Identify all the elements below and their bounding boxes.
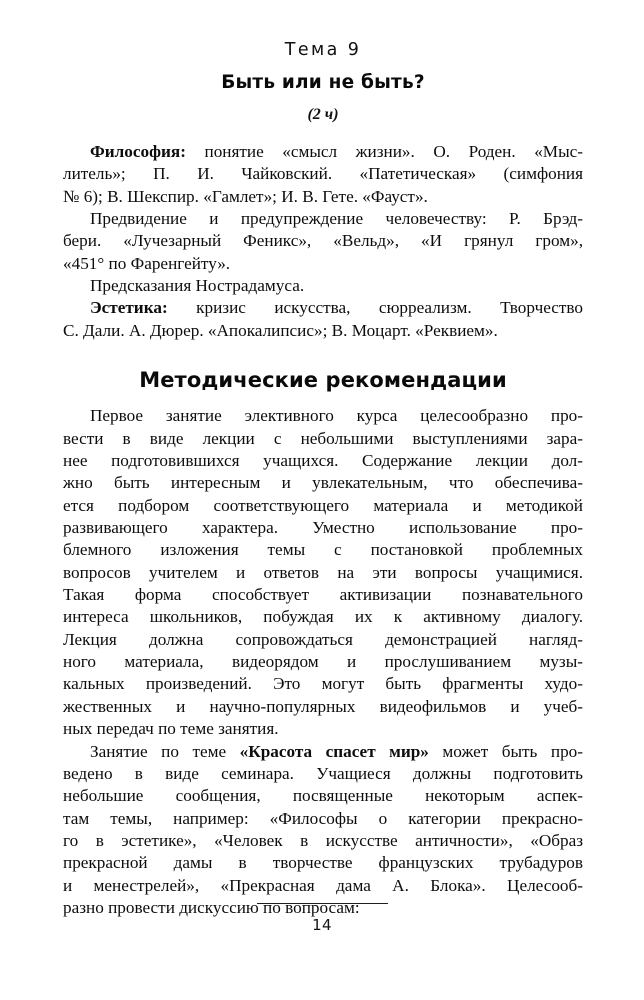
body-line: вопросов учителем и ответов на эти вопросы учащимися.: [63, 562, 583, 582]
body-line: ется подбором соответствующего материала и методикой: [63, 495, 583, 515]
outline-line-text: понятие «смысл жизни». О. Роден. «Мыс-: [185, 142, 583, 161]
topic-outline: [63, 125, 583, 342]
body-line: Первое занятие элективного курса целесообразно про-: [90, 406, 583, 426]
body-line: го в эстетике», «Человек в искусстве античности», «Образ: [63, 830, 583, 850]
body-line-pre: Занятие по теме: [90, 741, 240, 761]
highlighted-phrase: «Красота спасет мир»: [239, 741, 429, 761]
body-line: там темы, например: «Философы о категории прекрасно-: [63, 808, 583, 828]
outline-line: [63, 297, 583, 319]
body-line: ного материала, видеорядом и прослушиванием музы-: [63, 652, 583, 672]
section-heading: Методические рекомендации: [139, 368, 507, 393]
philosophy-label: Философия:: [90, 142, 186, 161]
body-line: кальных произведений. Это могут быть фрагменты худо-: [63, 674, 583, 694]
outline-aesthetics: [63, 297, 583, 342]
body-line: вести в виде лекции с небольшими выступлениями зара-: [63, 428, 583, 448]
footer-divider: [257, 903, 388, 904]
body-line: жественных и научно-популярных видеофильмов и учеб-: [63, 696, 583, 716]
topic-hours: (2 ч): [307, 106, 339, 123]
body-line: блемного изложения темы с постановкой проблемных: [63, 540, 583, 560]
aesthetics-label: Эстетика:: [90, 298, 168, 318]
outline-line: бери. «Лучезарный Феникс», «Вельд», «И грянул гром»,: [63, 231, 583, 251]
body-line: ных передач по теме занятия.: [63, 719, 279, 739]
body-line: прекрасной дамы в творчестве французских трубадуров: [63, 853, 583, 873]
outline-nostradamus: [63, 275, 583, 297]
page-number: 14: [312, 916, 332, 934]
page-footer: [0, 890, 644, 1000]
outline-line: № 6); В. Шекспир. «Гамлет»; И. В. Гете. «Фауст».: [63, 186, 428, 206]
outline-line: Предвидение и предупреждение человечеству: Р. Брэд-: [90, 209, 583, 229]
body-line: разно провести дискуссию по вопросам:: [63, 897, 360, 917]
outline-line: С. Дали. А. Дюрер. «Апокалипсис»; В. Моцарт. «Реквием».: [63, 320, 498, 340]
body-line: Такая форма способствует активизации познавательного: [63, 585, 583, 605]
recommendations-paragraph-1: [63, 405, 583, 740]
page-title: Быть или не быть?: [221, 71, 425, 93]
body-line: небольшие сообщения, посвященные некоторым аспек-: [63, 786, 583, 806]
outline-line: литель»; П. И. Чайковский. «Патетическая» (симфония: [63, 164, 583, 184]
body-line-post: может быть про-: [428, 741, 583, 761]
body-line: развивающего характера. Уместно использование про-: [63, 518, 583, 538]
outline-foresight: [63, 208, 583, 275]
body-line: ведено в виде семинара. Учащиеся должны подготовить: [63, 763, 583, 783]
outline-line: [63, 141, 583, 163]
outline-philosophy: [63, 141, 583, 208]
body-line: нее подготовившихся учащихся. Содержание лекции дол-: [63, 451, 583, 471]
body-line: жно быть интересным и увлекательным, что обеспечива-: [63, 473, 583, 493]
body-line: [63, 741, 583, 763]
topic-label: Тема 9: [284, 40, 362, 60]
body-line: интереса школьников, побуждая их к активному диалогу.: [63, 607, 583, 627]
body-line: Лекция должна сопровождаться демонстрацией нагляд-: [63, 629, 583, 649]
page-content: [63, 0, 583, 919]
body-line: и менестрелей», «Прекрасная дама А. Блока». Целесооб-: [63, 875, 583, 895]
outline-line: Предсказания Нострадамуса.: [90, 276, 305, 296]
page-header: [63, 0, 583, 125]
outline-line: «451° по Фаренгейту».: [63, 253, 231, 273]
outline-line-text: кризис искусства, сюрреализм. Творчество: [167, 298, 583, 318]
